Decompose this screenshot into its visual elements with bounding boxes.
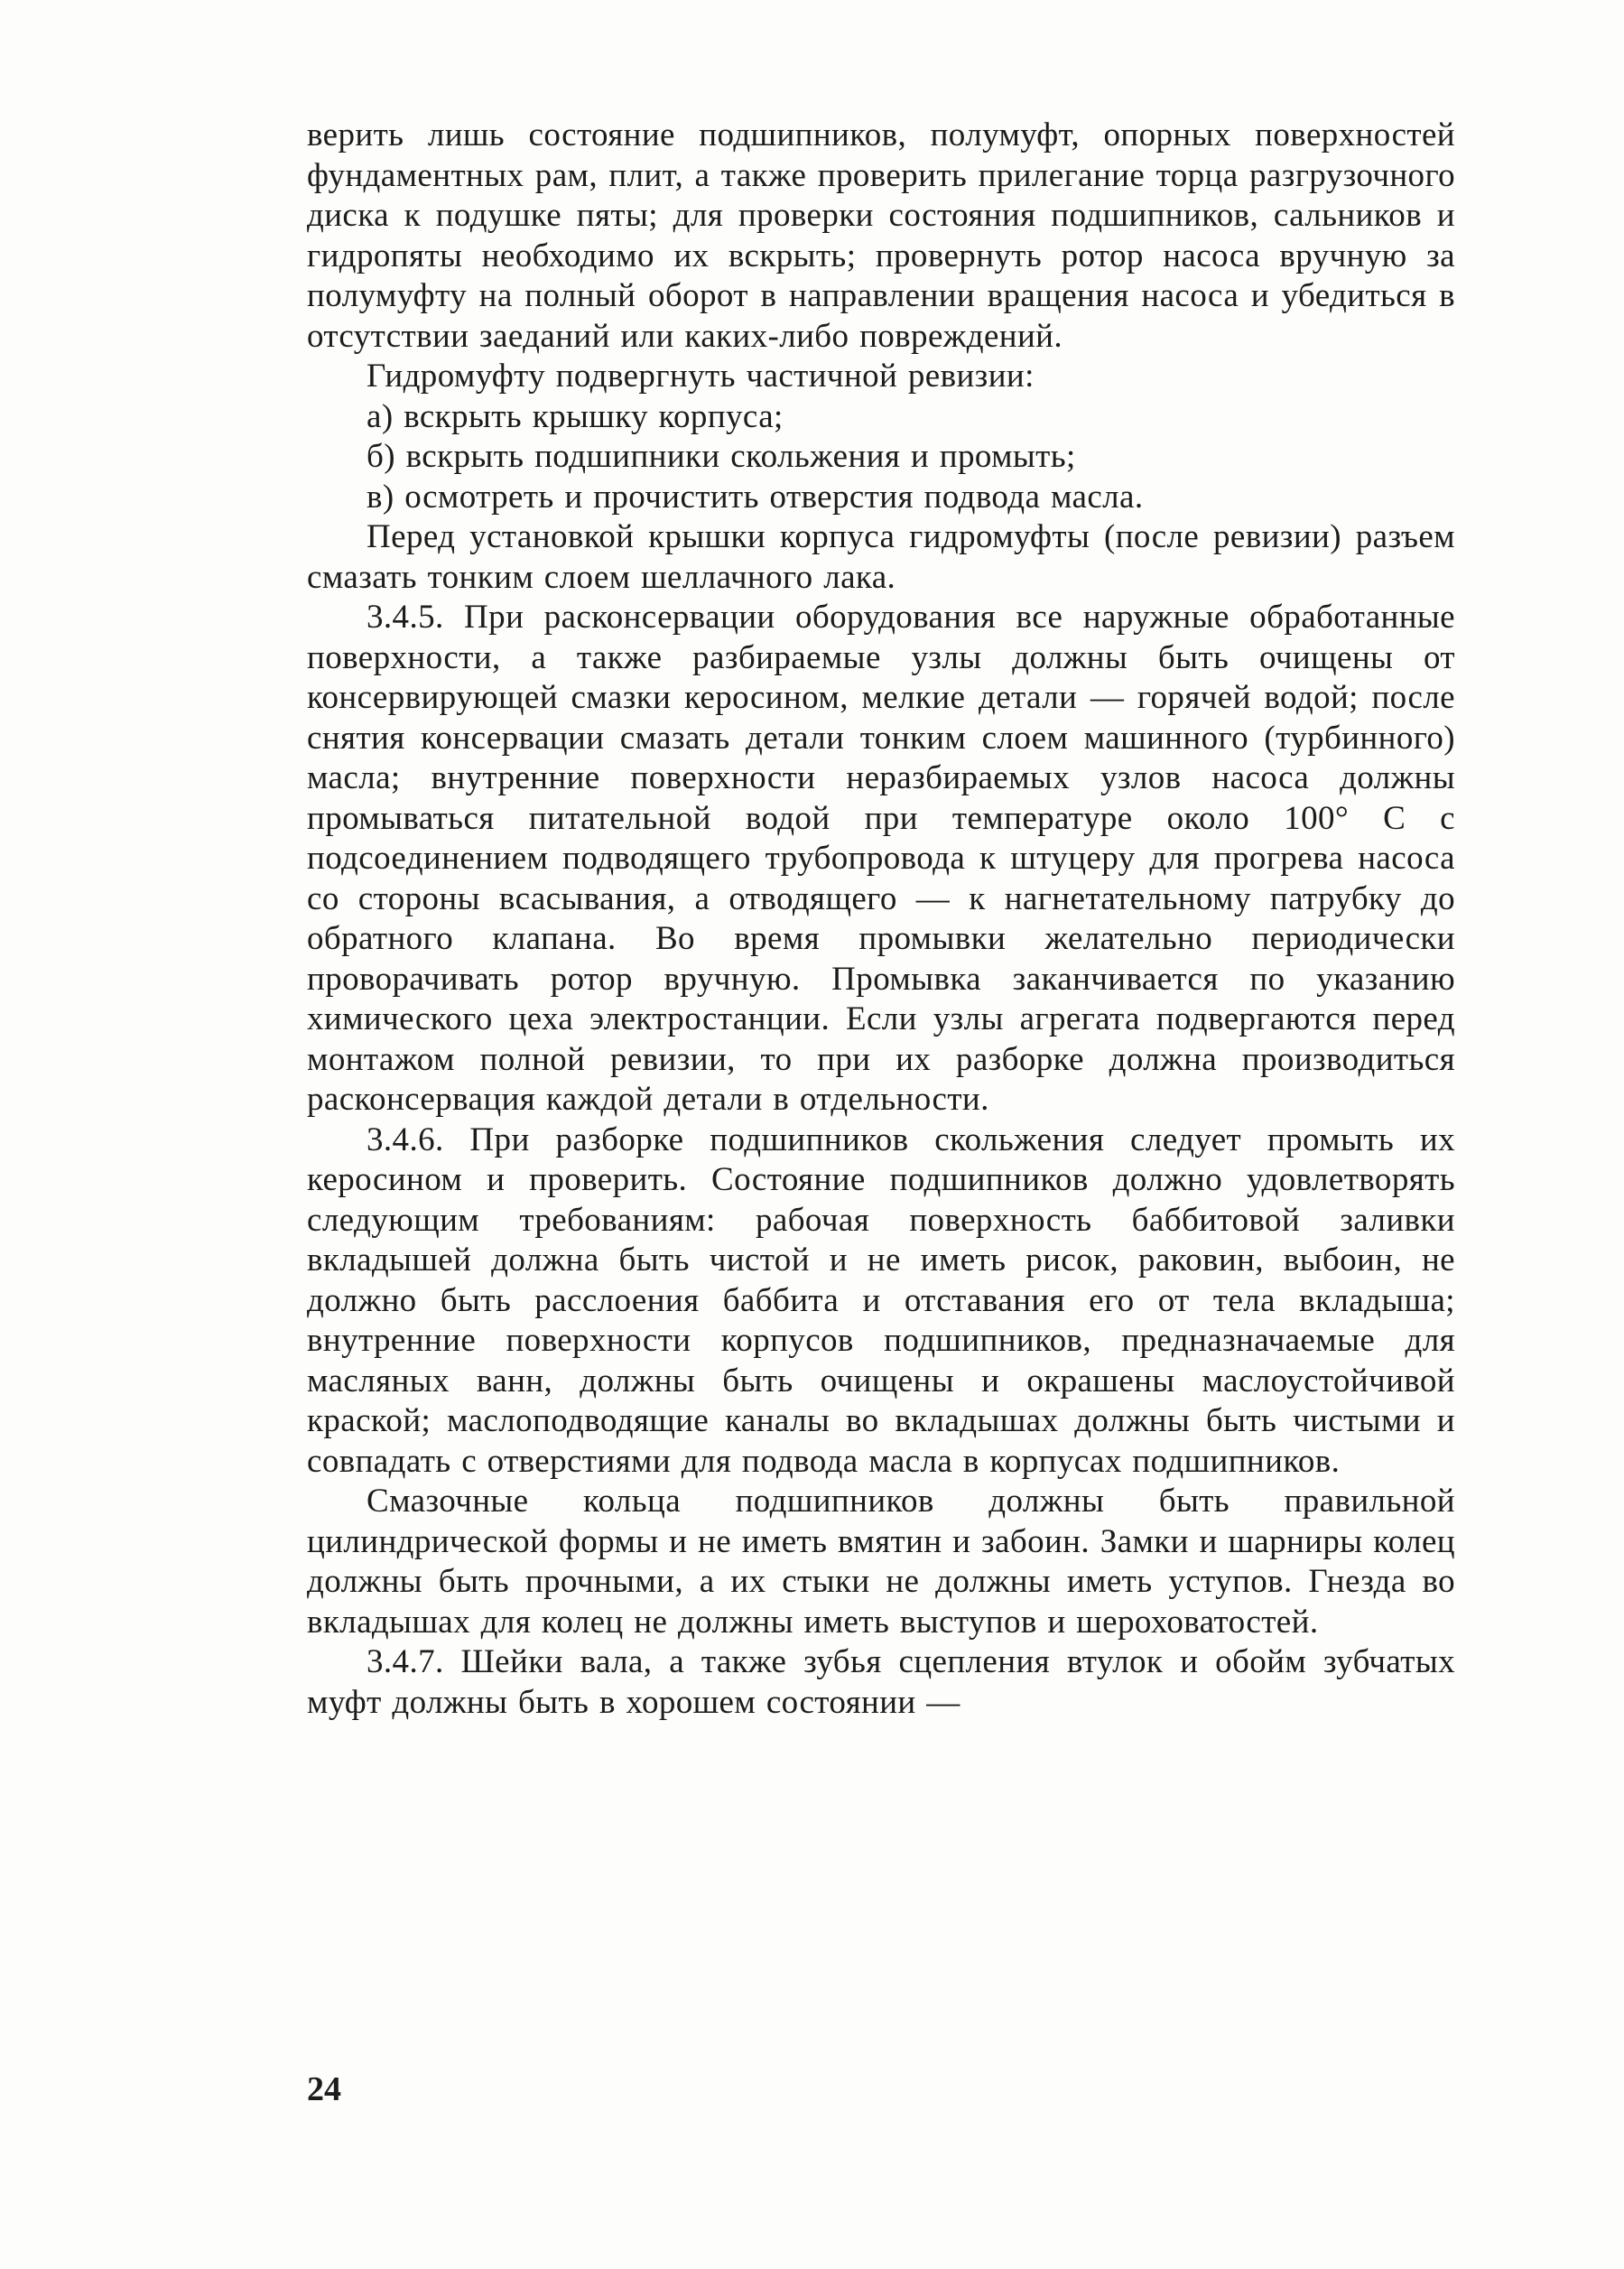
list-item-a: а) вскрыть крышку корпуса; (367, 397, 784, 435)
paragraph-continuation: верить лишь состояние подшипников, полумуфт, опорных поверхностей фундаментных рам, плит, а также проверить прилегание торца разгрузочного диска к подушке пяты; для проверки состояния подшипников, сальников и гидропяты необходимо их вскрыть; провернуть ротор насоса вручную за полумуфту на полный оборот в направлении вращения насоса и убедиться в отсутствии заеданий или каких-либо повреждений. (307, 116, 1455, 355)
paragraph-3-4-7: 3.4.7. Шейки вала, а также зубья сцепления втулок и обойм зубчатых муфт должны быть в хорошем состоянии — (307, 1643, 1455, 1721)
paragraph-cover-install: Перед установкой крышки корпуса гидромуфты (после ревизии) разъем смазать тонким слоем шеллачного лака. (307, 518, 1455, 596)
paragraph-3-4-5: 3.4.5. При расконсервации оборудования все наружные обработанные поверхности, а также разбираемые узлы должны быть очищены от консервирующей смазки керосином, мелкие детали — горячей водой; после снятия консервации смазать детали тонким слоем машинного (турбинного) масла; внутренние поверхности неразбираемых узлов насоса должны промываться питательной водой при температуре около 100° С с подсоединением подводящего трубопровода к штуцеру для прогрева насоса со стороны всасывания, а отводящего — к нагнетательному патрубку до обратного клапана. Во время промывки желательно периодически проворачивать ротор вручную. Промывка заканчивается по указанию химического цеха электростанции. Если узлы агрегата подвергаются перед монтажом полной ревизии, то при их разборке должна производиться расконсервация каждой детали в отдельности. (307, 599, 1455, 1118)
list-item-c: в) осмотреть и прочистить отверстия подвода масла. (367, 478, 1144, 516)
paragraph-hydrocoupling-revision: Гидромуфту подвергнуть частичной ревизии: (367, 358, 1035, 395)
paragraph-lubrication-rings: Смазочные кольца подшипников должны быть правильной цилиндрической формы и не иметь вмятин и забоин. Замки и шарниры колец должны быть прочными, а их стыки не должны иметь уступов. Гнезда во вкладышах для колец не должны иметь выступов и шероховатостей. (307, 1483, 1455, 1641)
list-item-b: б) вскрыть подшипники скольжения и промыть; (367, 438, 1076, 475)
page-number: 24 (307, 2070, 341, 2108)
body-text (307, 116, 1455, 1723)
paragraph-3-4-6: 3.4.6. При разборке подшипников скольжения следует промыть их керосином и проверить. Состояние подшипников должно удовлетворять следующим требованиям: рабочая поверхность баббитовой заливки вкладышей должна быть чистой и не иметь рисок, раковин, выбоин, не должно быть расслоения баббита и отставания его от тела вкладыша; внутренние поверхности корпусов подшипников, предназначаемые для масляных ванн, должны быть очищены и окрашены маслоустойчивой краской; маслоподводящие каналы во вкладышах должны быть чистыми и совпадать с отверстиями для подвода масла в корпусах подшипников. (307, 1121, 1455, 1480)
